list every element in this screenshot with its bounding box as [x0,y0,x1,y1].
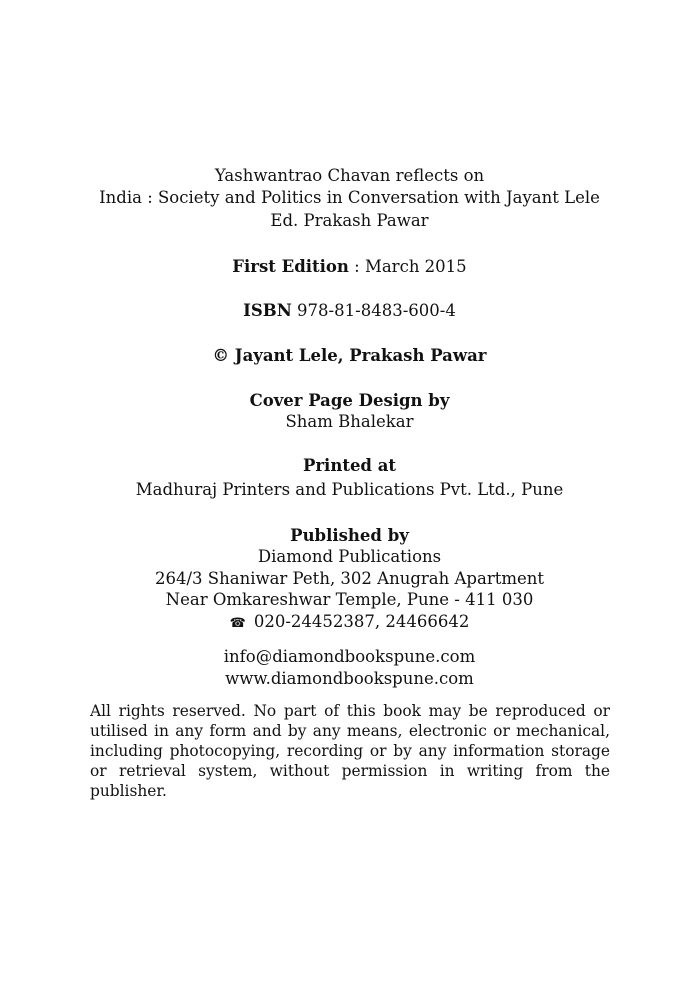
publisher-address-line-1: 264/3 Shaniwar Peth, 302 Anugrah Apartment [155,569,544,588]
rights-reserved-notice: All rights reserved. No part of this book may be reproduced or utilised in any form and by any means, electronic or mechanical, including photocopying, recording or by any information storage or retrieval system, without permission in writing from the publisher. [90,702,610,800]
published-by-heading: Published by [290,526,409,545]
edition-label: First Edition [232,257,349,276]
isbn-label: ISBN [243,301,292,320]
printer-name: Madhuraj Printers and Publications Pvt. Ltd., Pune [135,480,564,499]
publisher-phone-line [0,611,699,635]
book-title-line-2: India : Society and Politics in Conversation with Jayant Lele [99,188,600,207]
publisher-address-line-2: Near Omkareshwar Temple, Pune - 411 030 [165,590,534,609]
publisher-website: www.diamondbookspune.com [225,669,474,688]
copyright-holders: © Jayant Lele, Prakash Pawar [212,346,487,365]
isbn-value: 978-81-8483-600-4 [291,301,456,320]
telephone-icon: ☎ [229,616,246,631]
cover-design-heading: Cover Page Design by [249,391,450,410]
edition-value: : March 2015 [348,257,467,276]
book-title-line-1: Yashwantrao Chavan reflects on [214,166,485,185]
book-editor: Ed. Prakash Pawar [270,211,429,230]
publisher-name: Diamond Publications [257,547,442,566]
cover-designer-name: Sham Bhalekar [285,412,414,431]
edition-line [0,256,699,278]
printed-at-heading: Printed at [302,456,397,475]
publisher-email: info@diamondbookspune.com [223,647,476,666]
isbn-line [0,300,699,322]
publisher-phone: 020-24452387, 24466642 [253,612,470,631]
